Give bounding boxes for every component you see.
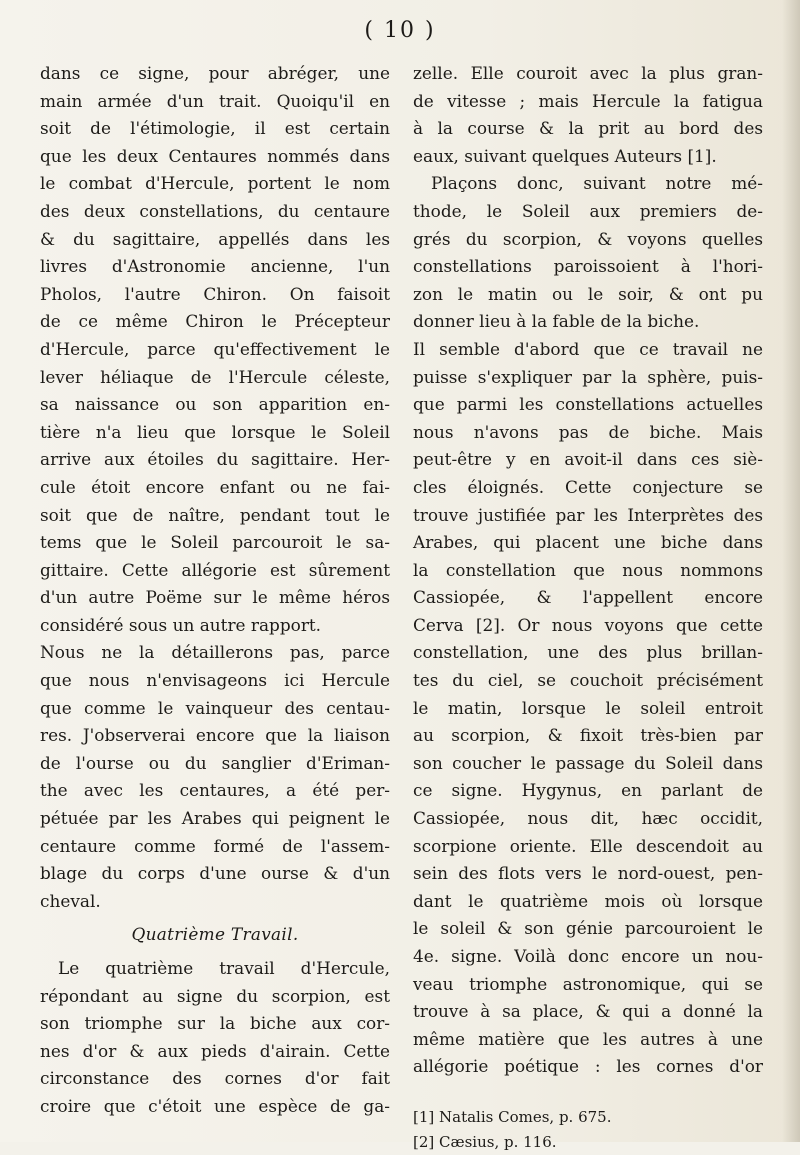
text-line: centaure comme formé de l'assem- <box>40 835 390 856</box>
text-line: que les deux Centaures nommés dans <box>40 145 390 166</box>
text-line: au scorpion, & fixoit très-bien par <box>413 725 763 746</box>
text-line: Nous ne la détaillerons pas, parce <box>40 642 390 663</box>
text-line: croire que c'étoit une espèce de ga- <box>40 1095 390 1116</box>
text-line: Arabes, qui placent une biche dans <box>413 532 763 553</box>
text-line: peut-être y en avoit-il dans ces siè- <box>413 449 763 470</box>
text-line: Plaçons donc, suivant notre mé- <box>431 173 763 194</box>
text-line: la constellation que nous nommons <box>413 559 763 580</box>
right-column <box>413 60 763 1155</box>
text-line: 4e. signe. Voilà donc encore un nou- <box>413 946 763 966</box>
text-line: allégorie poétique : les cornes d'or <box>413 1056 763 1077</box>
text-line: de l'ourse ou du sanglier d'Eriman- <box>40 752 390 773</box>
footnote: [1] Natalis Comes, p. 675. <box>413 1107 612 1126</box>
page-edge-shadow <box>782 0 800 1142</box>
text-line: sein des flots vers le nord-ouest, pen- <box>413 863 763 884</box>
text-line: the avec les centaures, a été per- <box>40 780 390 801</box>
text-line: tems que le Soleil parcouroit le sa- <box>40 532 390 553</box>
text-line: Cerva [2]. Or nous voyons que cette <box>413 614 763 635</box>
text-line: le soleil & son génie parcouroient le <box>413 918 763 939</box>
text-line: d'un autre Poëme sur le même héros <box>40 587 390 608</box>
text-line: de ce même Chiron le Précepteur <box>40 311 390 332</box>
text-line: Cassiopée, nous dit, hæc occidit, <box>413 808 763 829</box>
page-number: ( 10 ) <box>364 18 436 43</box>
text-line: le matin, lorsque le soleil entroit <box>413 697 763 718</box>
text-line: livres d'Astronomie ancienne, l'un <box>40 256 390 277</box>
text-line: cheval. <box>40 890 101 911</box>
text-line: cule étoit encore enfant ou ne fai- <box>40 476 390 497</box>
text-line: Le quatrième travail d'Hercule, <box>58 958 390 978</box>
text-line: puisse s'expliquer par la sphère, puis- <box>413 366 763 387</box>
text-line: tes du ciel, se couchoit précisément <box>413 670 763 691</box>
text-line: de vitesse ; mais Hercule la fatigua <box>413 90 763 111</box>
text-line: circonstance des cornes d'or fait <box>40 1068 390 1089</box>
section-heading: Quatrième Travail. <box>131 924 299 945</box>
text-line: même matière que les autres à une <box>413 1028 763 1049</box>
text-line: zelle. Elle couroit avec la plus gran- <box>413 63 763 83</box>
text-line: soit de l'étimologie, il est certain <box>40 118 390 139</box>
text-line: trouve à sa place, & qui a donné la <box>413 1001 763 1022</box>
text-line: veau triomphe astronomique, qui se <box>413 973 763 994</box>
left-column <box>40 60 390 1121</box>
footnotes <box>413 1105 763 1155</box>
text-line: Pholos, l'autre Chiron. On faisoit <box>40 283 390 304</box>
text-line: lever héliaque de l'Hercule céleste, <box>40 366 390 387</box>
text-line: ce signe. Hygynus, en parlant de <box>413 780 763 801</box>
left-column-paragraph-1 <box>40 60 390 915</box>
text-line: considéré sous un autre rapport. <box>40 614 322 635</box>
text-line: son coucher le passage du Soleil dans <box>413 752 763 773</box>
text-line: res. J'observerai encore que la liaison <box>40 725 390 746</box>
text-line: nous n'avons pas de biche. Mais <box>413 421 763 442</box>
text-line: dans ce signe, pour abréger, une <box>40 63 390 83</box>
text-line: Cassiopée, & l'appellent encore <box>413 587 763 608</box>
text-line: soit que de naître, pendant tout le <box>40 504 390 525</box>
text-line: dant le quatrième mois où lorsque <box>413 890 763 911</box>
text-line: constellation, une des plus brillan- <box>413 642 763 663</box>
text-line: à la course & la prit au bord des <box>413 118 763 139</box>
text-line: le combat d'Hercule, portent le nom <box>40 173 390 194</box>
right-column-text <box>413 60 763 1081</box>
text-line: donner lieu à la fable de la biche. <box>413 311 700 332</box>
text-line: son triomphe sur la biche aux cor- <box>40 1013 390 1034</box>
text-line: scorpione oriente. Elle descendoit au <box>413 835 763 856</box>
text-line: répondant au signe du scorpion, est <box>40 985 390 1006</box>
text-line: gittaire. Cette allégorie est sûrement <box>40 559 390 580</box>
text-line: eaux, suivant quelques Auteurs [1]. <box>413 145 717 166</box>
text-line: que nous n'envisageons ici Hercule <box>40 670 390 691</box>
left-column-paragraph-2 <box>40 955 390 1121</box>
text-line: Il semble d'abord que ce travail ne <box>413 338 763 359</box>
text-line: d'Hercule, parce qu'effectivement le <box>40 338 390 359</box>
text-line: que comme le vainqueur des centau- <box>40 697 390 718</box>
text-line: zon le matin ou le soir, & ont pu <box>413 283 763 304</box>
text-line: trouve justifiée par les Interprètes des <box>413 504 763 525</box>
text-line: & du sagittaire, appellés dans les <box>40 228 390 249</box>
text-line: main armée d'un trait. Quoiqu'il en <box>40 90 390 111</box>
text-line: tière n'a lieu que lorsque le Soleil <box>40 421 390 442</box>
text-line: blage du corps d'une ourse & d'un <box>40 863 390 884</box>
text-line: que parmi les constellations actuelles <box>413 394 763 415</box>
text-line: grés du scorpion, & voyons quelles <box>413 228 763 249</box>
text-line: thode, le Soleil aux premiers de- <box>413 200 763 221</box>
text-line: nes d'or & aux pieds d'airain. Cette <box>40 1040 390 1061</box>
text-line: pétuée par les Arabes qui peignent le <box>40 808 390 829</box>
text-line: cles éloignés. Cette conjecture se <box>413 476 763 497</box>
footnote: [2] Cæsius, p. 116. <box>413 1132 557 1151</box>
text-line: arrive aux étoiles du sagittaire. Her- <box>40 449 390 470</box>
text-line: constellations paroissoient à l'hori- <box>413 256 763 277</box>
text-line: sa naissance ou son apparition en- <box>40 394 390 415</box>
text-line: des deux constellations, du centaure <box>40 200 390 221</box>
